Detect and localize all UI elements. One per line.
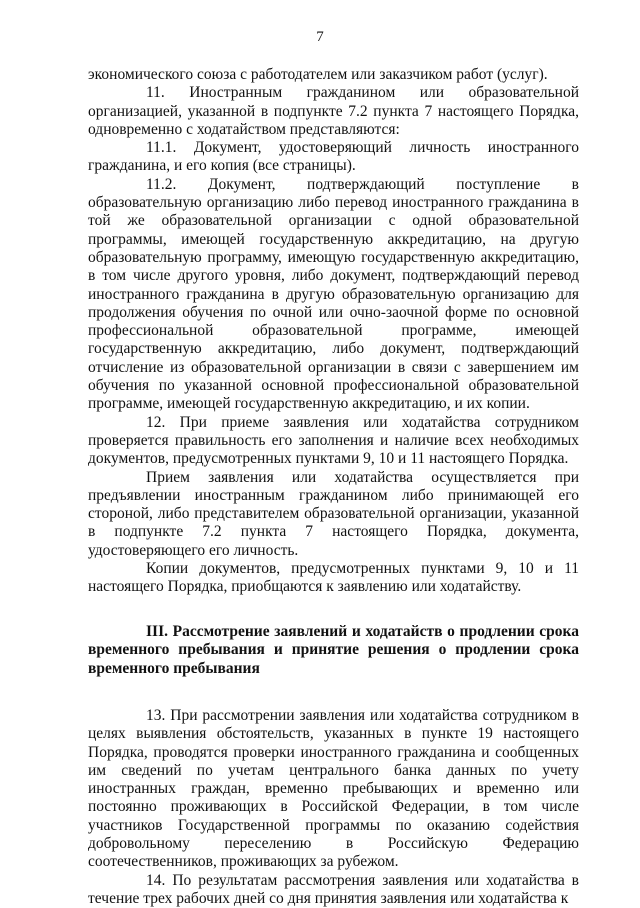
paragraph-12-copies: Копии документов, предусмотренных пунктами 9, 10 и 11 настоящего Порядка, приобщаются к заявлению или ходатайству. xyxy=(88,560,579,596)
paragraph-13: 13. При рассмотрении заявления или ходатайства сотрудником в целях выявления обстоятельств, указанных в пункте 19 настоящего Порядка, проводятся проверки иностранного гражданина и сообщенных им сведений по учетам центрального банка данных по учету иностранных граждан, временно пребывающих и временно или постоянно проживающих в Российской Федерации, в том числе участников Государственной программы по оказанию содействия добровольному переселению в Российскую Федерацию соотечественников, проживающих за рубежом. xyxy=(88,707,579,871)
section-heading: III. Рассмотрение заявлений и ходатайств о продлении срока временного пребывания и принятие решения о продлении срока временного пребывания xyxy=(88,622,579,678)
paragraph-12-reception: Прием заявления или ходатайства осуществляется при предъявлении иностранным гражданином либо принимающей его стороной, либо представителем образовательной организации, указанной в подпункте 7.2 пункта 7 настоящего Порядка, документа, удостоверяющего его личность. xyxy=(88,468,579,559)
paragraph-11-1: 11.1. Документ, удостоверяющий личность иностранного гражданина, и его копия (все страницы). xyxy=(88,139,579,175)
page-number: 7 xyxy=(316,29,324,45)
document-body xyxy=(88,66,579,908)
paragraph-continuation: экономического союза с работодателем или заказчиком работ (услуг). xyxy=(88,66,548,83)
paragraph-11-2: 11.2. Документ, подтверждающий поступление в образовательную организацию либо перевод иностранного гражданина в той же образовательной организации с одной образовательной программы, имеющей государственную аккредитацию, на другую образовательную программу, имеющую государственную аккредитацию, в том числе другого уровня, либо документ, подтверждающий перевод иностранного гражданина в другую образовательную организацию для продолжения обучения по очной или очно-заочной форме по основной профессиональной образовательной программе, имеющей государственную аккредитацию, либо документ, подтверждающий отчисление из образовательной организации в связи с завершением им обучения по указанной основной профессиональной образовательной программе, имеющей государственную аккредитацию, и их копии. xyxy=(88,175,579,413)
paragraph-12: 12. При приеме заявления или ходатайства сотрудником проверяется правильность его заполнения и наличие всех необходимых документов, предусмотренных пунктами 9, 10 и 11 настоящего Порядка. xyxy=(88,413,579,468)
paragraph-11: 11. Иностранным гражданином или образовательной организацией, указанной в подпункте 7.2 пункта 7 настоящего Порядка, одновременно с ходатайством представляются: xyxy=(88,84,579,138)
paragraph-14: 14. По результатам рассмотрения заявления или ходатайства в течение трех рабочих дней со дня принятия заявления или ходатайства к xyxy=(88,871,579,907)
